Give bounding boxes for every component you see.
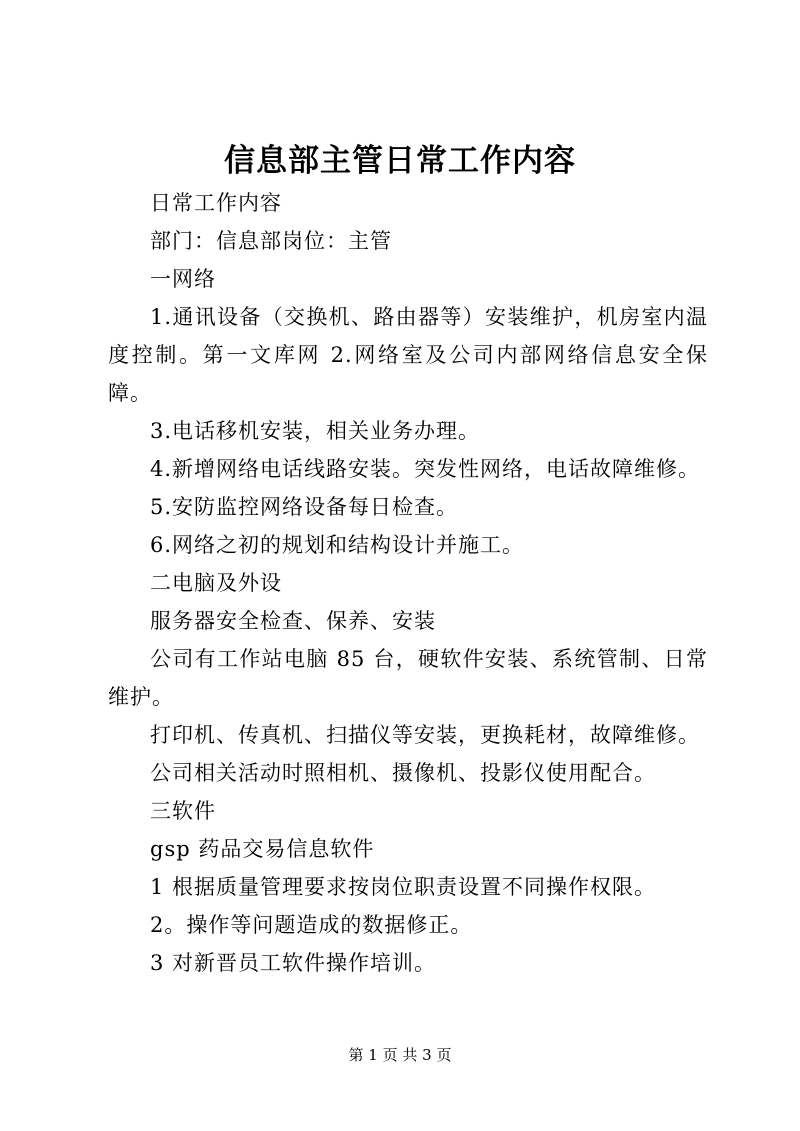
paragraph-software-item-2: 2。操作等问题造成的数据修正。 [150, 913, 473, 937]
paragraph-gsp-software: gsp 药品交易信息软件 [150, 837, 375, 861]
paragraph-network-item-3: 3.电话移机安装，相关业务办理。 [150, 419, 481, 443]
paragraph-software-item-1: 1 根据质量管理要求按岗位职责设置不同操作权限。 [150, 875, 657, 899]
paragraph-software-item-3: 3 对新晋员工软件操作培训。 [150, 951, 437, 975]
section-heading-computers: 二电脑及外设 [150, 571, 282, 595]
paragraph-workstations: 公司有工作站电脑 85 台，硬软件安装、系统管制、日常维护。 [108, 647, 708, 709]
paragraph-department: 部门：信息部岗位：主管 [150, 229, 392, 253]
page-footer: 第 1 页 共 3 页 [348, 1046, 452, 1064]
paragraph-network-item-1: 1.通讯设备（交换机、路由器等）安装维护，机房室内温度控制。第一文库网 2.网络室及公司内部网络信息安全保障。 [108, 305, 708, 405]
paragraph-server-check: 服务器安全检查、保养、安装 [150, 609, 436, 633]
paragraph-peripherals: 打印机、传真机、扫描仪等安装，更换耗材，故障维修。 [150, 723, 700, 747]
paragraph-network-item-5: 5.安防监控网络设备每日检查。 [150, 495, 459, 519]
paragraph-network-item-6: 6.网络之初的规划和结构设计并施工。 [150, 533, 525, 557]
paragraph-network-item-4: 4.新增网络电话线路安装。突发性网络，电话故障维修。 [150, 457, 701, 481]
paragraph-av-equipment: 公司相关活动时照相机、摄像机、投影仪使用配合。 [150, 761, 656, 785]
document-title: 信息部主管日常工作内容 [224, 143, 576, 179]
document-body [108, 184, 708, 982]
section-heading-software: 三软件 [150, 799, 216, 823]
section-heading-network: 一网络 [150, 267, 216, 291]
paragraph-daily-work: 日常工作内容 [150, 191, 282, 215]
